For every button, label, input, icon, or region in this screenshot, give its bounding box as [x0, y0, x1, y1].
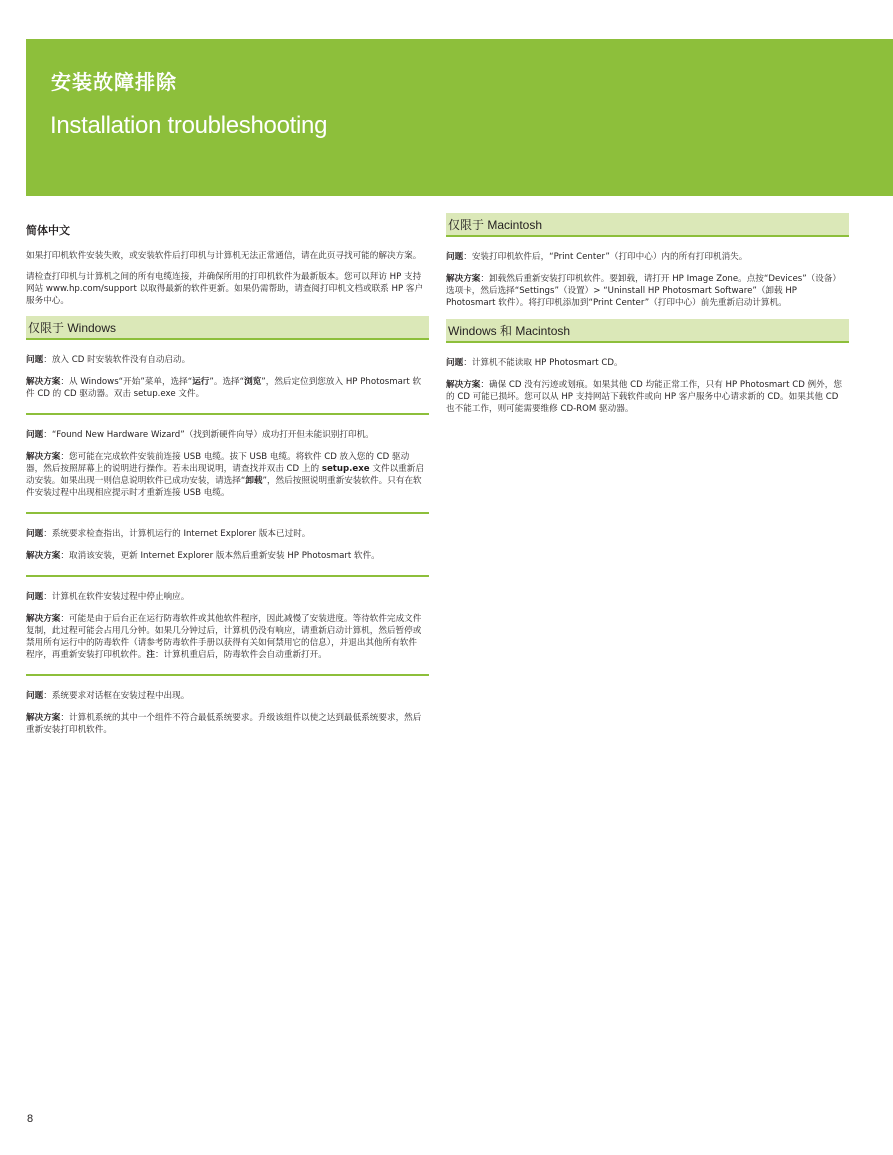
problem-text: 问题：计算机在软件安装过程中停止响应。: [26, 592, 190, 602]
title-banner: [26, 39, 893, 196]
solution-text: 解决方案：可能是由于后台正在运行防毒软件或其他软件程序，因此减慢了安装进度。等待软件完成文件复制，此过程可能会占用几分钟。如果几分钟过后，计算机仍没有响应，请重新启动计算机，然后暂停或禁用所有运行中的防毒软件（请参考防毒软件手册以获得有关如何禁用它的信息），并退出其他所有软件程序，再重新安装打印机软件。注：计算机重启后，防毒软件会自动重新打开。: [26, 614, 422, 660]
section-heading-windows-and-macintosh: Windows 和 Macintosh: [446, 319, 849, 343]
solution-text: 解决方案：取消该安装，更新 Internet Explorer 版本然后重新安装 HP Photosmart 软件。: [26, 551, 380, 561]
problem-text: 问题：“Found New Hardware Wizard”（找到新硬件向导）成功打开但未能识别打印机。: [26, 430, 374, 440]
intro-paragraph-2: 请检查打印机与计算机之间的所有电缆连接，并确保所用的打印机软件为最新版本。您可以拜访 HP 支持网站 www.hp.com/support 以取得最新的软件更新。如果仍需帮助，请查阅打印机文档或联系 HP 客户服务中心。: [26, 272, 424, 306]
note-label: 注: [146, 650, 155, 660]
left-column: [26, 213, 429, 746]
troubleshooting-entry: [446, 251, 849, 309]
solution-text: 解决方案：卸载然后重新安装打印机软件。要卸载，请打开 HP Image Zone。点按“Devices”（设备）选项卡，然后选择“Settings”（设置）> “Uninstall HP Photosmart Software”（卸载 HP Photosmart 软件）。将打印机添加到“Print Center”（打印中心）前先重新启动计算机。: [446, 274, 842, 308]
solution-label: 解决方案: [26, 713, 61, 723]
troubleshooting-entry: [26, 413, 429, 499]
page-title-english: Installation troubleshooting: [50, 112, 328, 139]
page-title-chinese: 安装故障排除: [51, 70, 177, 94]
problem-label: 问题: [26, 529, 44, 539]
problem-label: 问题: [26, 430, 44, 440]
problem-text: 问题：计算机不能读取 HP Photosmart CD。: [446, 358, 623, 368]
troubleshooting-entry: [26, 575, 429, 661]
language-heading: 简体中文: [26, 224, 70, 237]
troubleshooting-entry: [446, 357, 849, 415]
solution-text: 解决方案：您可能在完成软件安装前连接 USB 电缆。拔下 USB 电缆。将软件 CD 放入您的 CD 驱动器，然后按照屏幕上的说明进行操作。若未出现说明，请查找并双击 CD 上的 setup.exe 文件以重新启动安装。如果出现一则信息说明软件已成功安装，请选择“卸载”，然后按照说明重新安装软件。只有在软件安装过程中出现相应提示时才重新连接 USB 电缆。: [26, 452, 424, 498]
solution-text: 解决方案：确保 CD 没有污迹或划痕。如果其他 CD 均能正常工作，只有 HP Photosmart CD 例外，您的 CD 可能已损坏。您可以从 HP 支持网站下载软件或向 HP 客户服务中心请求新的 CD。如果其他 CD 也不能工作，则可能需要维修 CD-ROM 驱动器。: [446, 380, 842, 414]
problem-text: 问题：安装打印机软件后，“Print Center”（打印中心）内的所有打印机消失。: [446, 252, 748, 262]
solution-text: 解决方案：计算机系统的其中一个组件不符合最低系统要求。升级该组件以使之达到最低系统要求，然后重新安装打印机软件。: [26, 713, 422, 735]
intro-paragraph-1: 如果打印机软件安装失败，或安装软件后打印机与计算机无法正常通信，请在此页寻找可能的解决方案。: [26, 251, 422, 261]
page-number: 8: [27, 1113, 34, 1125]
problem-text: 问题：放入 CD 时安装软件没有自动启动。: [26, 355, 191, 365]
solution-label: 解决方案: [26, 377, 61, 387]
solution-label: 解决方案: [26, 452, 61, 462]
section-heading-macintosh: 仅限于 Macintosh: [446, 213, 849, 237]
troubleshooting-entry: [26, 354, 429, 400]
problem-label: 问题: [26, 355, 44, 365]
problem-text: 问题：系统要求检查指出，计算机运行的 Internet Explorer 版本已过时。: [26, 529, 311, 539]
solution-label: 解决方案: [26, 551, 61, 561]
troubleshooting-entry: [26, 512, 429, 562]
solution-label: 解决方案: [26, 614, 61, 624]
problem-text: 问题：系统要求对话框在安装过程中出现。: [26, 691, 190, 701]
solution-label: 解决方案: [446, 274, 481, 284]
solution-text: 解决方案：从 Windows“开始”菜单，选择“运行”。选择“浏览”，然后定位到您放入 HP Photosmart 软件 CD 的 CD 驱动器。双击 setup.exe 文件。: [26, 377, 422, 399]
solution-label: 解决方案: [446, 380, 481, 390]
problem-label: 问题: [26, 691, 44, 701]
right-column: [446, 213, 849, 425]
problem-label: 问题: [446, 358, 464, 368]
section-heading-windows: 仅限于 Windows: [26, 316, 429, 340]
troubleshooting-entry: [26, 674, 429, 736]
problem-label: 问题: [446, 252, 464, 262]
problem-label: 问题: [26, 592, 44, 602]
